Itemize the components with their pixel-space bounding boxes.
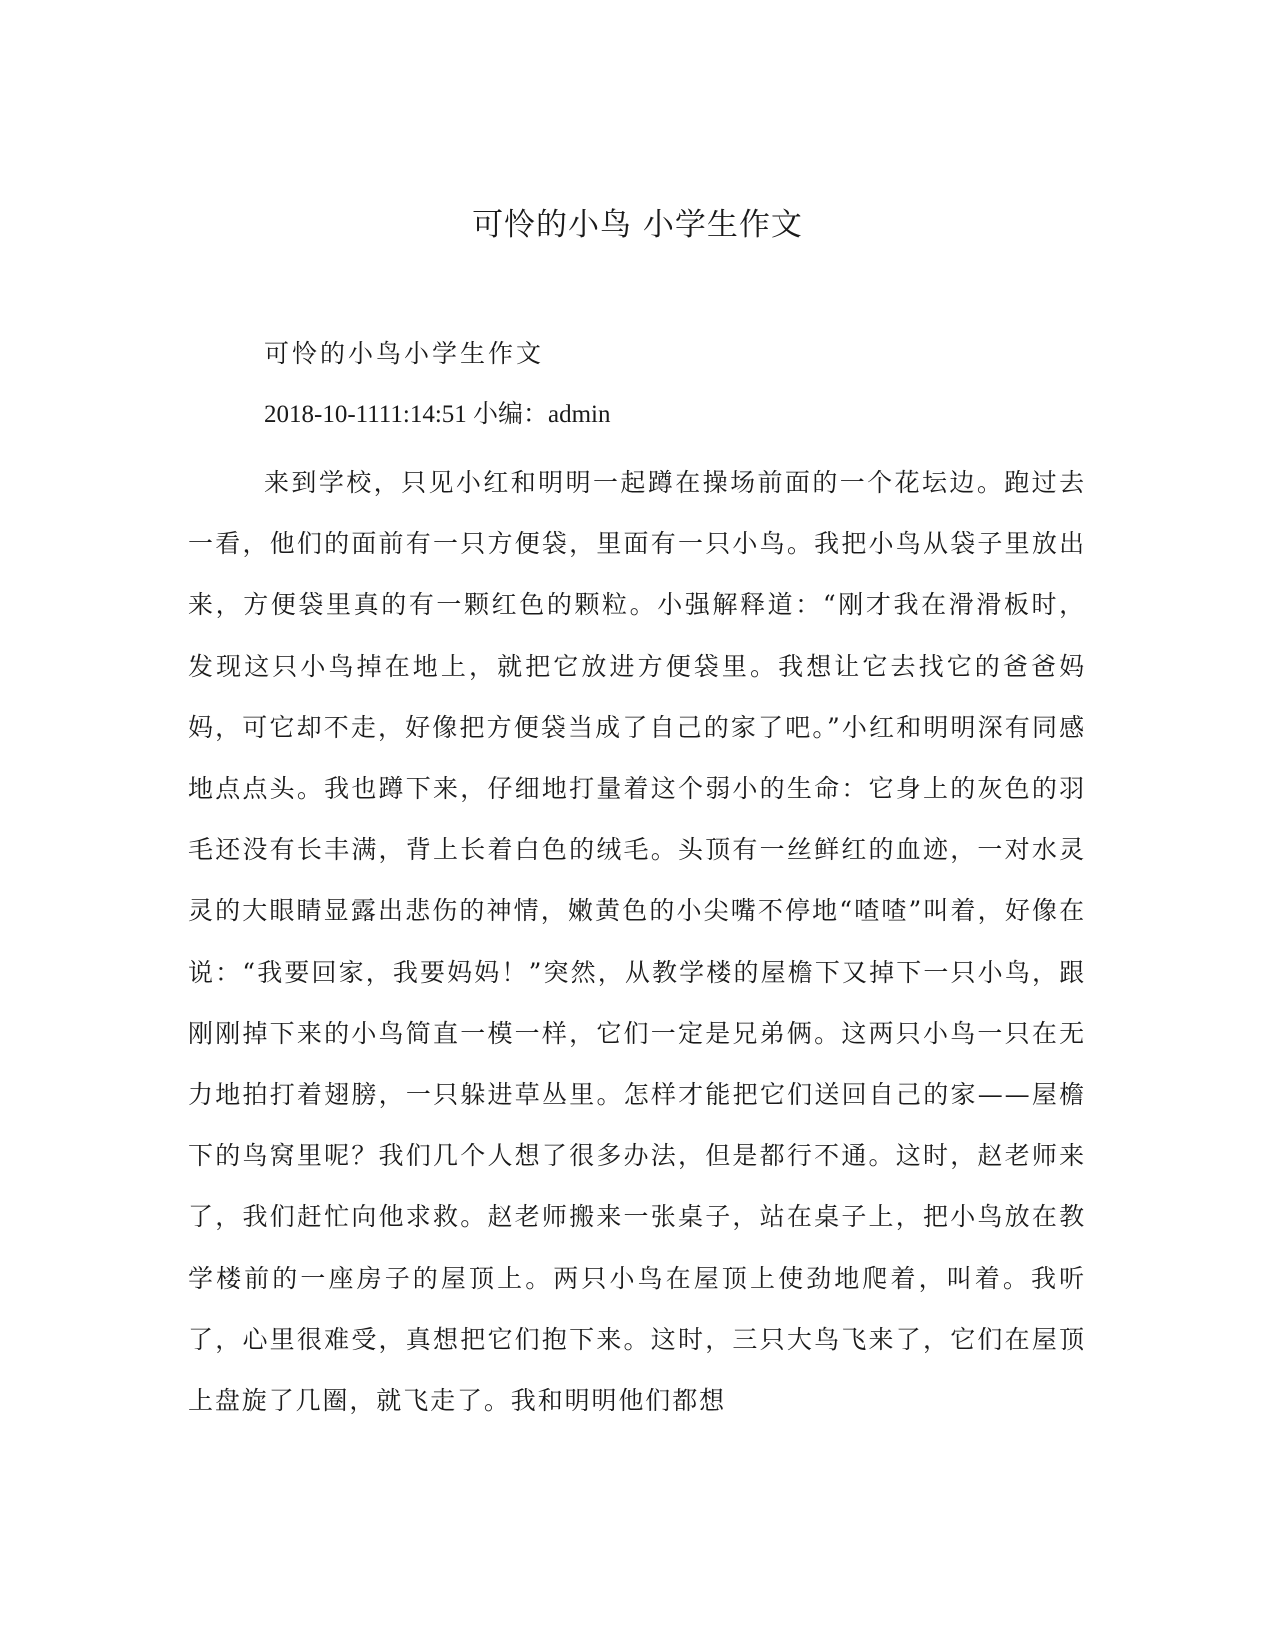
article-subtitle: 可怜的小鸟小学生作文 (264, 339, 545, 368)
page-title: 可怜的小鸟 小学生作文 (472, 207, 803, 243)
article-meta: 2018-10-1111:14:51 小编：admin (264, 401, 611, 428)
article-body: 来到学校，只见小红和明明一起蹲在操场前面的一个花坛边。跑过去一看，他们的面前有一只方便袋，里面有一只小鸟。我把小鸟从袋子里放出来，方便袋里真的有一颗红色的颗粒。小强解释道：“刚才我在滑滑板时，发现这只小鸟掉在地上，就把它放进方便袋里。我想让它去找它的爸爸妈妈，可它却不走，好像把方便袋当成了自己的家了吧。”小红和明明深有同感地点点头。我也蹲下来，仔细地打量着这个弱小的生命：它身上的灰色的羽毛还没有长丰满，背上长着白色的绒毛。头顶有一丝鲜红的血迹，一对水灵灵的大眼睛显露出悲伤的神情，嫩黄色的小尖嘴不停地“喳喳”叫着，好像在说：“我要回家，我要妈妈！”突然，从教学楼的屋檐下又掉下一只小鸟，跟刚刚掉下来的小鸟简直一模一样，它们一定是兄弟俩。这两只小鸟一只在无力地拍打着翅膀，一只躲进草丛里。怎样才能把它们送回自己的家——屋檐下的鸟窝里呢？我们几个人想了很多办法，但是都行不通。这时，赵老师来了，我们赶忙向他求救。赵老师搬来一张桌子，站在桌子上，把小鸟放在教学楼前的一座房子的屋顶上。两只小鸟在屋顶上使劲地爬着，叫着。我听了，心里很难受，真想把它们抱下来。这时，三只大鸟飞来了，它们在屋顶上盘旋了几圈，就飞走了。我和明明他们都想 (188, 468, 1086, 1416)
